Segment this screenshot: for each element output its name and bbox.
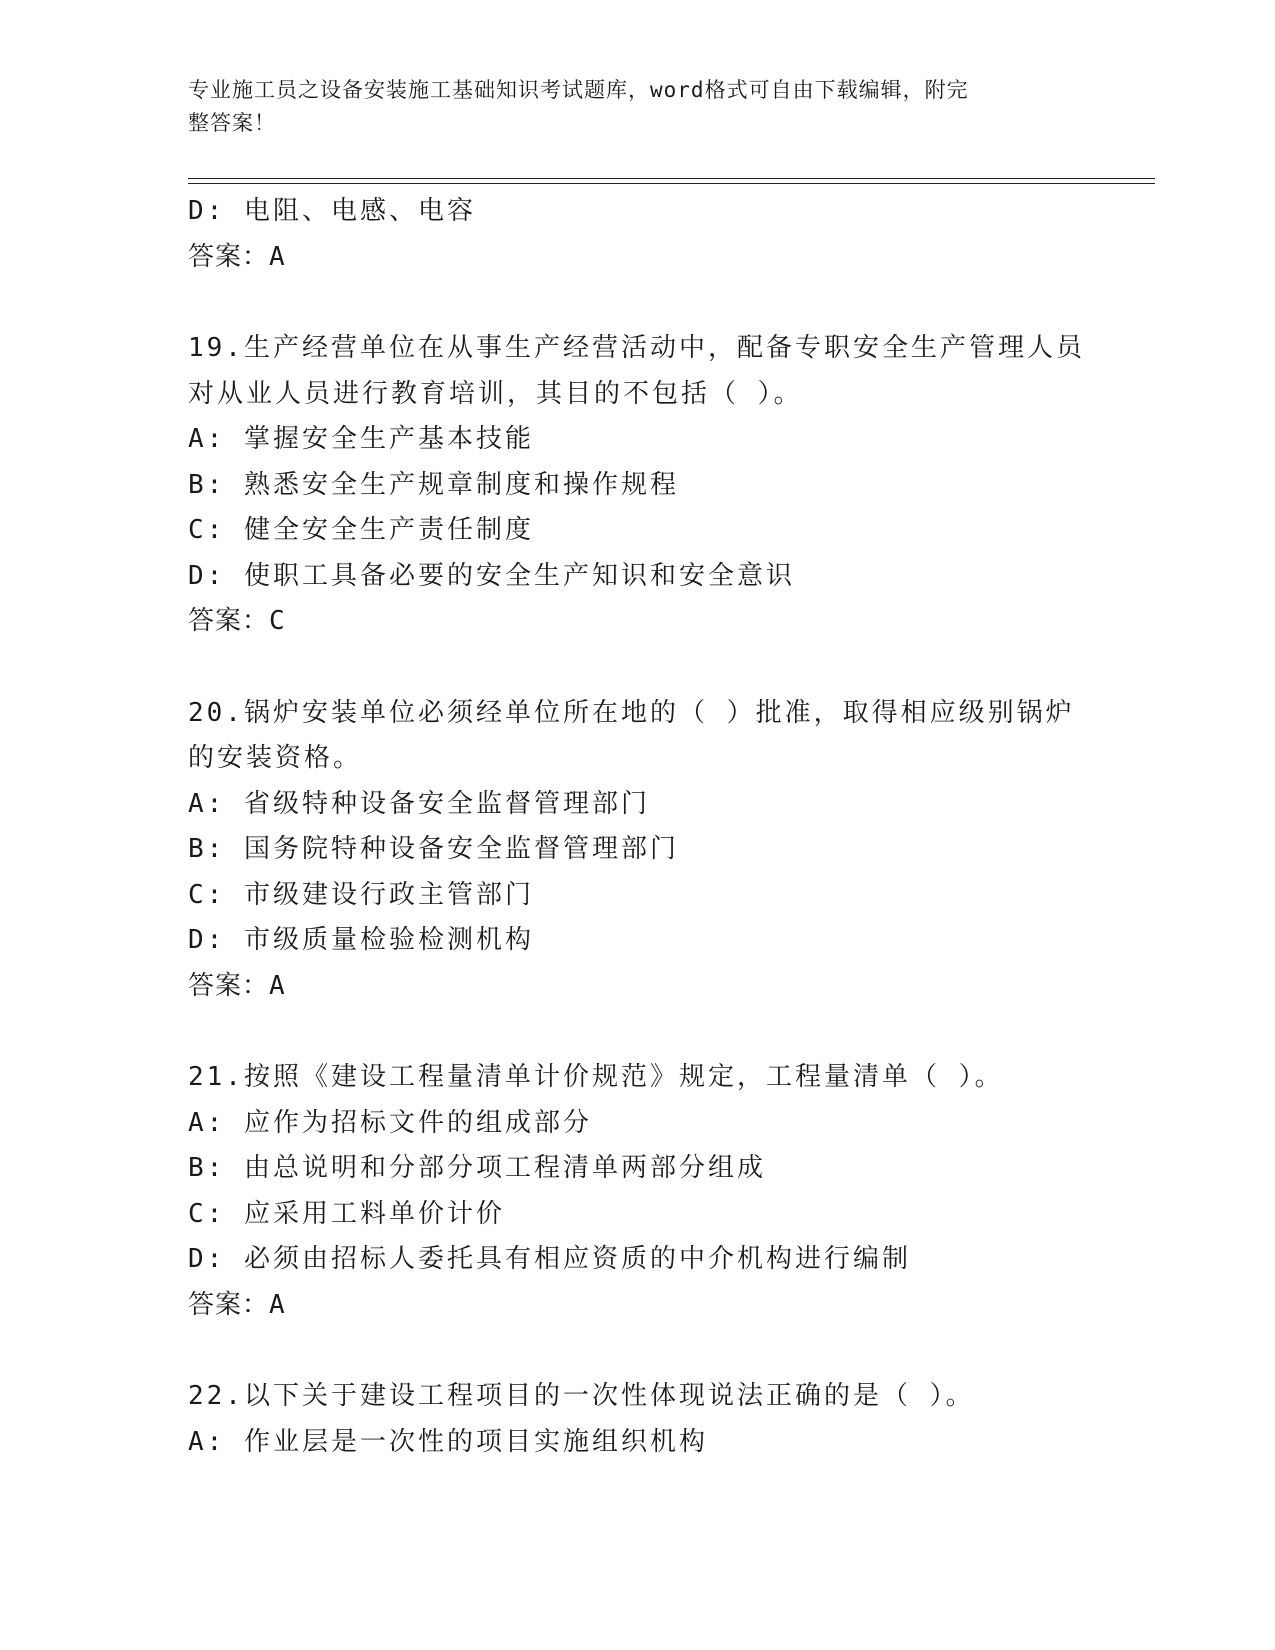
question-stem: 19.生产经营单位在从事生产经营活动中，配备专职安全生产管理人员 — [188, 333, 1085, 363]
question-stem: 20.锅炉安装单位必须经单位所在地的（ ）批准，取得相应级别锅炉 — [188, 697, 1075, 728]
question-18-tail — [188, 189, 1088, 280]
answer: 答案：A — [188, 970, 286, 1001]
option-b: B: 熟悉安全生产规章制度和操作规程 — [188, 469, 679, 500]
option-d: D: 必须由招标人委托具有相应资质的中介机构进行编制 — [188, 1244, 911, 1274]
option-a: A: 省级特种设备安全监督管理部门 — [188, 788, 650, 819]
option-a: A: 应作为招标文件的组成部分 — [188, 1107, 592, 1138]
option-b: B: 国务院特种设备安全监督管理部门 — [188, 834, 679, 864]
document-header — [188, 74, 1068, 140]
question-stem-continued: 的安装资格。 — [188, 743, 363, 773]
option-d: D: 市级质量检验检测机构 — [188, 925, 534, 955]
spacer — [188, 1328, 1088, 1374]
question-19 — [188, 326, 1088, 645]
question-list — [188, 189, 1088, 1465]
spacer — [188, 280, 1088, 326]
spacer — [188, 645, 1088, 691]
question-20 — [188, 691, 1088, 1010]
header-divider-bottom — [188, 183, 1155, 184]
header-title-line-2: 整答案！ — [188, 111, 276, 135]
question-stem: 21.按照《建设工程量清单计价规范》规定，工程量清单（ ）。 — [188, 1062, 1004, 1092]
question-22 — [188, 1374, 1088, 1465]
answer: 答案：A — [188, 241, 286, 272]
option-d: D: 电阻、电感、电容 — [188, 196, 476, 226]
option-c: C: 市级建设行政主管部门 — [188, 879, 534, 910]
option-c: C: 应采用工料单价计价 — [188, 1198, 505, 1229]
header-title-line-1: 专业施工员之设备安装施工基础知识考试题库，word格式可自由下载编辑，附完 — [188, 78, 969, 102]
spacer — [188, 1009, 1088, 1055]
answer: 答案：A — [188, 1289, 286, 1320]
option-a: A: 作业层是一次性的项目实施组织机构 — [188, 1426, 708, 1457]
answer: 答案：C — [188, 606, 286, 636]
option-b: B: 由总说明和分部分项工程清单两部分组成 — [188, 1153, 766, 1183]
question-21 — [188, 1055, 1088, 1328]
question-stem-continued: 对从业人员进行教育培训，其目的不包括（ ）。 — [188, 378, 803, 409]
header-divider-top — [188, 178, 1155, 179]
question-stem: 22.以下关于建设工程项目的一次性体现说法正确的是（ ）。 — [188, 1381, 975, 1411]
option-d: D: 使职工具备必要的安全生产知识和安全意识 — [188, 560, 795, 591]
option-a: A: 掌握安全生产基本技能 — [188, 424, 534, 454]
option-c: C: 健全安全生产责任制度 — [188, 515, 534, 545]
